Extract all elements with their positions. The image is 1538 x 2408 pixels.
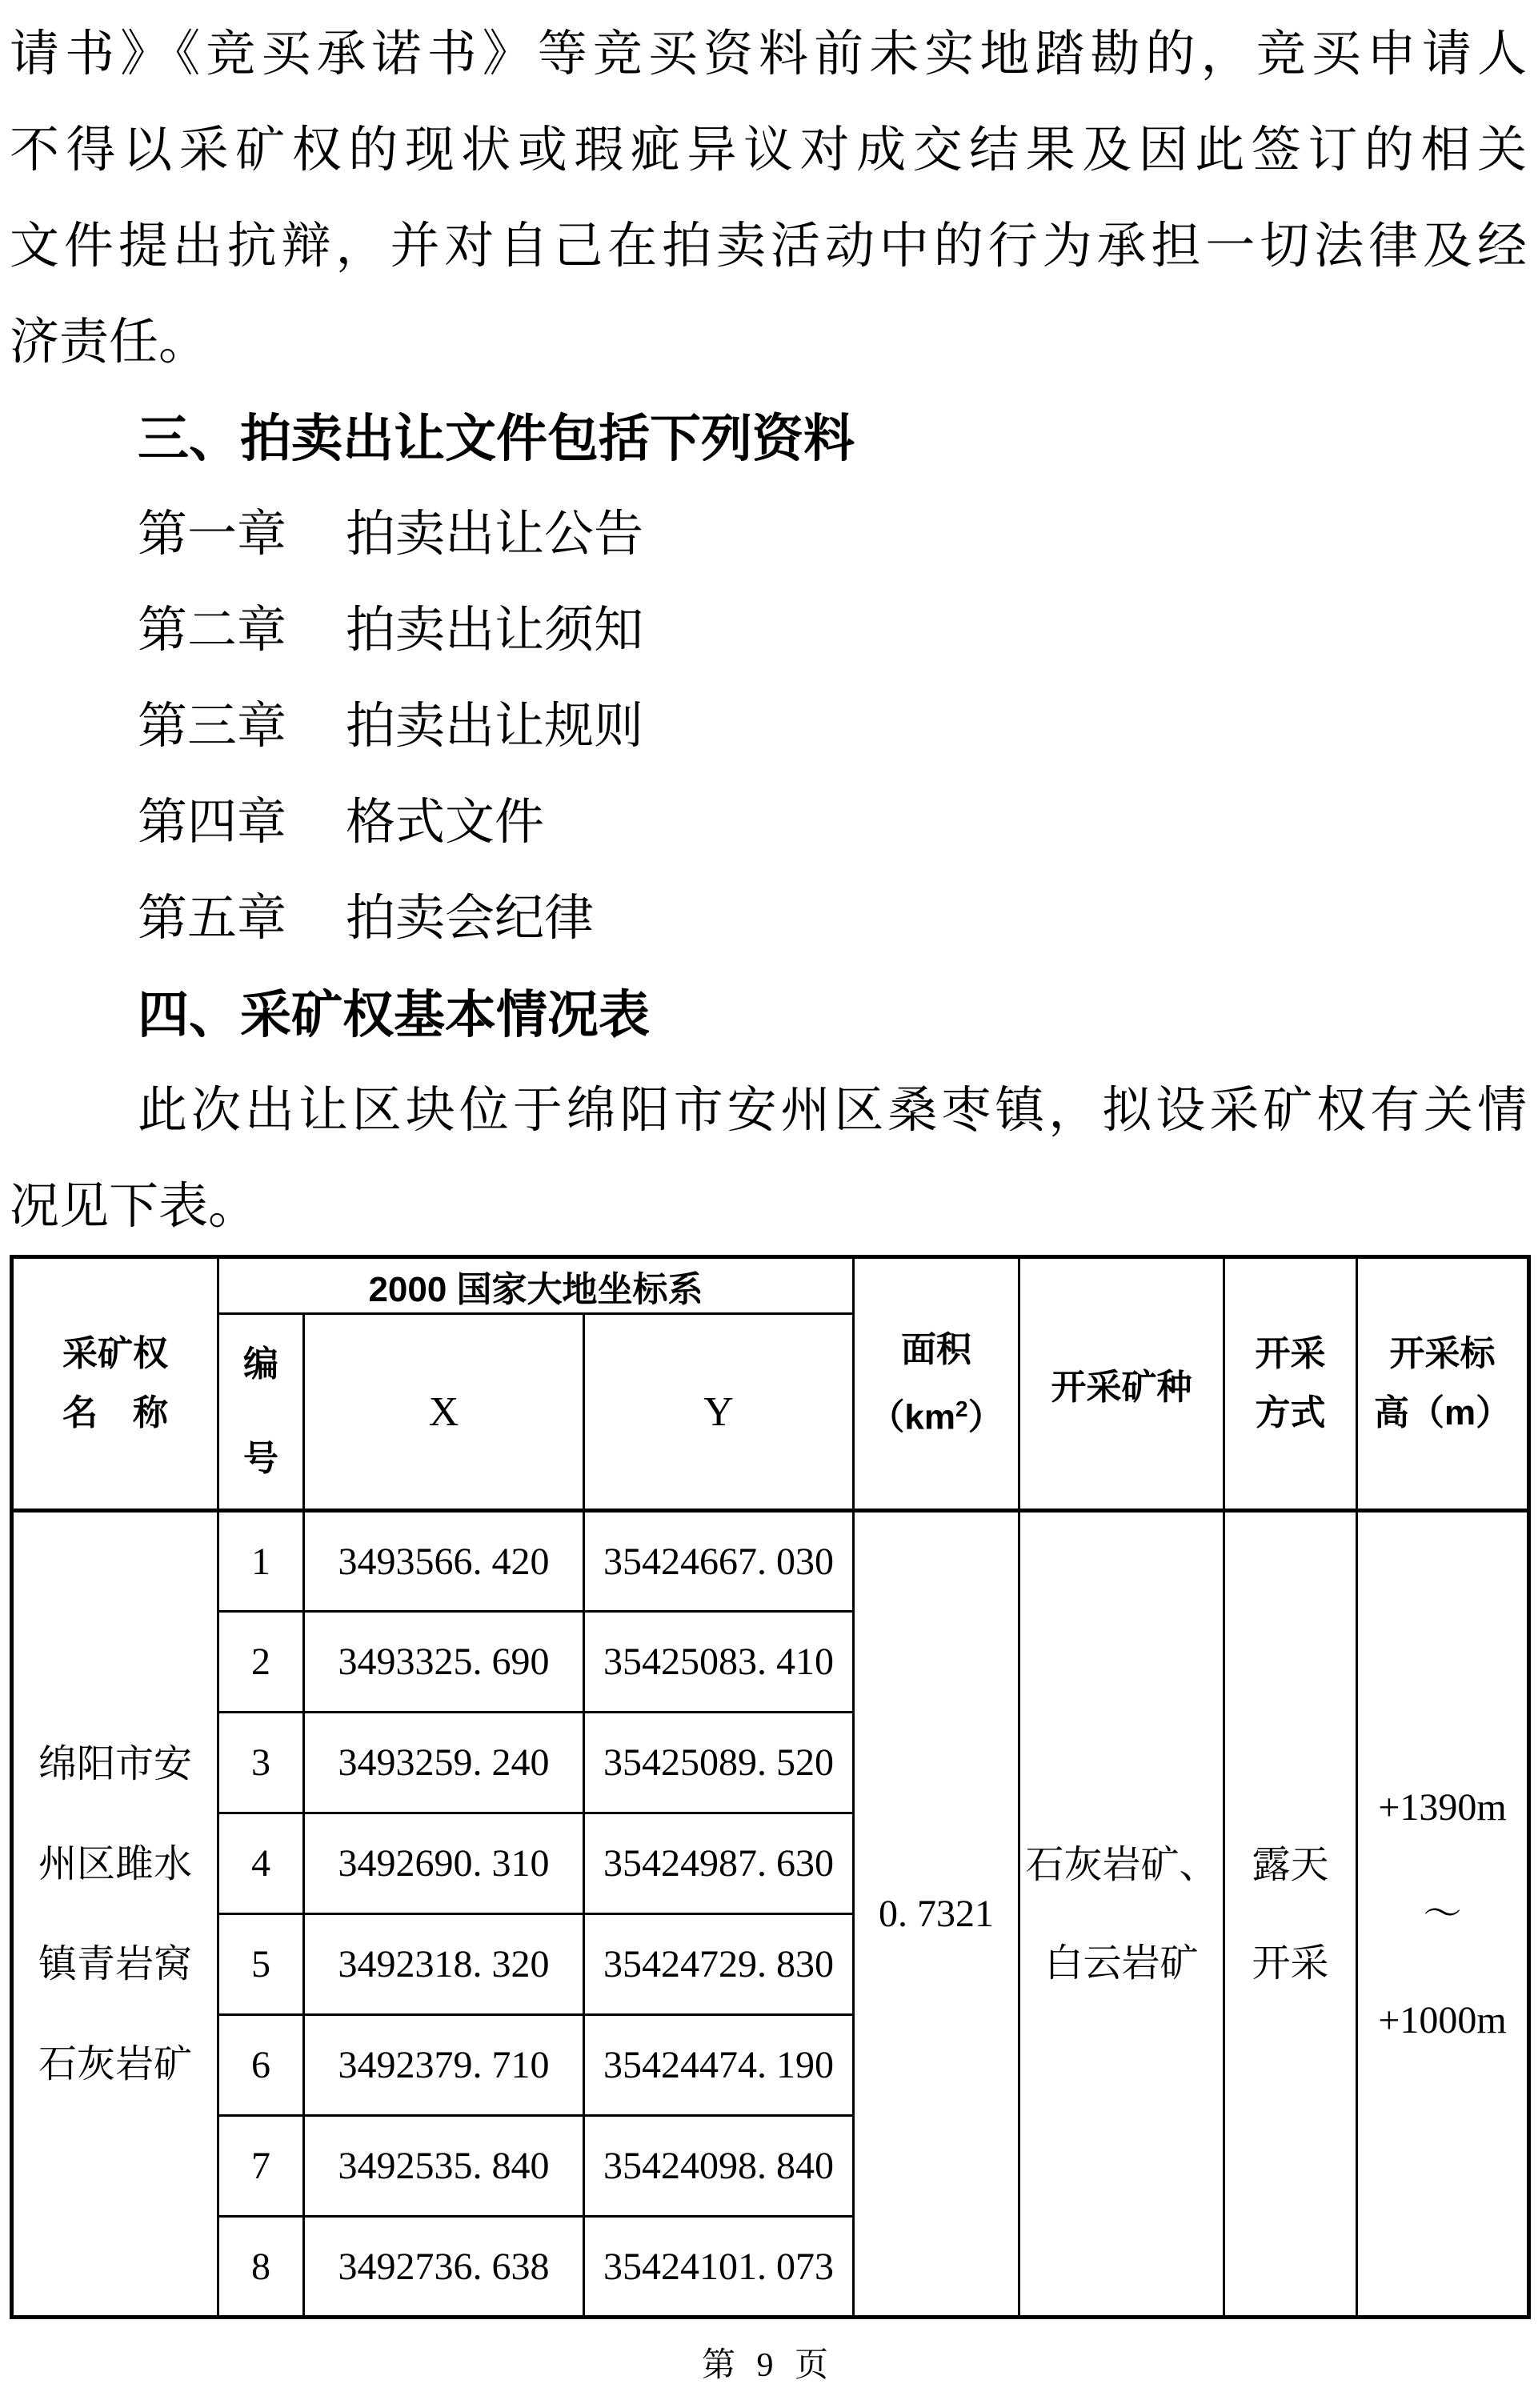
header-text: 开采标 bbox=[1389, 1334, 1496, 1373]
cell-point-no: 8 bbox=[218, 2217, 304, 2318]
chapter-title: 拍卖出让规则 bbox=[346, 699, 644, 754]
chapter-title: 拍卖出让公告 bbox=[346, 507, 644, 562]
cell-x: 3492535. 840 bbox=[304, 2116, 584, 2217]
chapter-title: 拍卖出让须知 bbox=[346, 603, 644, 658]
cell-point-no: 5 bbox=[218, 1914, 304, 2015]
section-heading-basic-info-table: 四、采矿权基本情况表 bbox=[138, 986, 650, 1044]
cell-x: 3492736. 638 bbox=[304, 2217, 584, 2318]
paragraph-line: 请书》《竞买承诺书》等竞买资料前未实地踏勘的，竞买申请人 bbox=[10, 27, 1527, 82]
chapter-item-1 bbox=[10, 487, 1527, 583]
cell-y: 35424667. 030 bbox=[584, 1511, 854, 1612]
header-text: 方式 bbox=[1255, 1393, 1326, 1432]
cell-x: 3493325. 690 bbox=[304, 1612, 584, 1713]
chapter-item-2 bbox=[10, 583, 1527, 679]
superscript-2: 2 bbox=[955, 1396, 968, 1421]
cell-mining-method: 露天 开采 bbox=[1224, 1511, 1357, 2318]
section-heading-documents-list: 三、拍卖出让文件包括下列资料 bbox=[138, 410, 855, 467]
header-cell-area bbox=[854, 1257, 1019, 1511]
chapter-label: 第二章 bbox=[138, 603, 287, 658]
header-text: 开采 bbox=[1255, 1334, 1326, 1373]
cell-area-value: 0. 7321 bbox=[854, 1511, 1019, 2318]
header-cell-mining-right-name bbox=[12, 1257, 218, 1511]
header-text: 编 bbox=[243, 1344, 278, 1384]
chapter-label: 第三章 bbox=[138, 699, 287, 754]
cell-x: 3492379. 710 bbox=[304, 2015, 584, 2116]
header-cell-coordinate-system: 2000 国家大地坐标系 bbox=[218, 1257, 854, 1314]
paragraph-line: 此次出让区块位于绵阳市安州区桑枣镇，拟设采矿权有关情 bbox=[138, 1084, 1527, 1138]
cell-point-no: 2 bbox=[218, 1612, 304, 1713]
cell-y: 35424729. 830 bbox=[584, 1914, 854, 2015]
cell-point-no: 7 bbox=[218, 2116, 304, 2217]
table-row bbox=[12, 1511, 1529, 1612]
page-number-footer: 第 9 页 bbox=[701, 2347, 835, 2384]
paragraph-line: 况见下表。 bbox=[10, 1180, 258, 1234]
cell-x: 3492318. 320 bbox=[304, 1914, 584, 2015]
cell-y: 35424098. 840 bbox=[584, 2116, 854, 2217]
header-text: 面积 bbox=[901, 1329, 972, 1369]
header-text: 高（m） bbox=[1373, 1393, 1512, 1432]
cell-mining-right-name: 绵阳市安 州区雎水 镇青岩窝 石灰岩矿 bbox=[12, 1511, 218, 2318]
header-text: 采矿权 bbox=[62, 1334, 168, 1373]
cell-y: 35424101. 073 bbox=[584, 2217, 854, 2318]
chapter-item-3 bbox=[10, 679, 1527, 775]
chapter-label: 第四章 bbox=[138, 795, 287, 850]
header-cell-mining-elevation bbox=[1357, 1257, 1529, 1511]
chapter-label: 第五章 bbox=[138, 891, 287, 946]
header-cell-x: X bbox=[304, 1314, 584, 1511]
header-cell-y: Y bbox=[584, 1314, 854, 1511]
cell-point-no: 3 bbox=[218, 1713, 304, 1813]
cell-y: 35424987. 630 bbox=[584, 1813, 854, 1914]
header-text: $(km^2)$ bbox=[869, 1396, 1003, 1437]
cell-point-no: 1 bbox=[218, 1511, 304, 1612]
cell-x: 3492690. 310 bbox=[304, 1813, 584, 1914]
paragraph-line: 不得以采矿权的现状或瑕疵异议对成交结果及因此签订的相关 bbox=[10, 123, 1527, 178]
header-cell-mineral-type: 开采矿种 bbox=[1019, 1257, 1224, 1511]
cell-x: 3493259. 240 bbox=[304, 1713, 584, 1813]
header-cell-point-number bbox=[218, 1314, 304, 1511]
cell-y: 35424474. 190 bbox=[584, 2015, 854, 2116]
cell-y: 35425083. 410 bbox=[584, 1612, 854, 1713]
header-text: 名 称 bbox=[62, 1393, 168, 1432]
paragraph-table-intro bbox=[10, 1063, 1527, 1255]
chapter-label: 第一章 bbox=[138, 507, 287, 562]
header-text: 号 bbox=[243, 1439, 278, 1478]
mining-right-info-table bbox=[10, 1255, 1531, 2319]
chapter-item-4 bbox=[10, 775, 1527, 871]
header-cell-mining-method bbox=[1224, 1257, 1357, 1511]
paragraph-auction-liability bbox=[10, 6, 1527, 391]
cell-mineral-type: 石灰岩矿、 白云岩矿 bbox=[1019, 1511, 1224, 2318]
cell-point-no: 4 bbox=[218, 1813, 304, 1914]
paragraph-line: 文件提出抗辩，并对自己在拍卖活动中的行为承担一切法律及经 bbox=[10, 219, 1527, 274]
cell-point-no: 6 bbox=[218, 2015, 304, 2116]
chapter-title: 格式文件 bbox=[346, 795, 545, 850]
chapter-item-5 bbox=[10, 871, 1527, 967]
chapter-list bbox=[10, 487, 1527, 967]
cell-y: 35425089. 520 bbox=[584, 1713, 854, 1813]
paragraph-line: 济责任。 bbox=[10, 315, 209, 370]
chapter-title: 拍卖会纪律 bbox=[346, 891, 595, 946]
cell-mining-elevation: +1390m ～ +1000m bbox=[1357, 1511, 1529, 2318]
cell-x: 3493566. 420 bbox=[304, 1511, 584, 1612]
